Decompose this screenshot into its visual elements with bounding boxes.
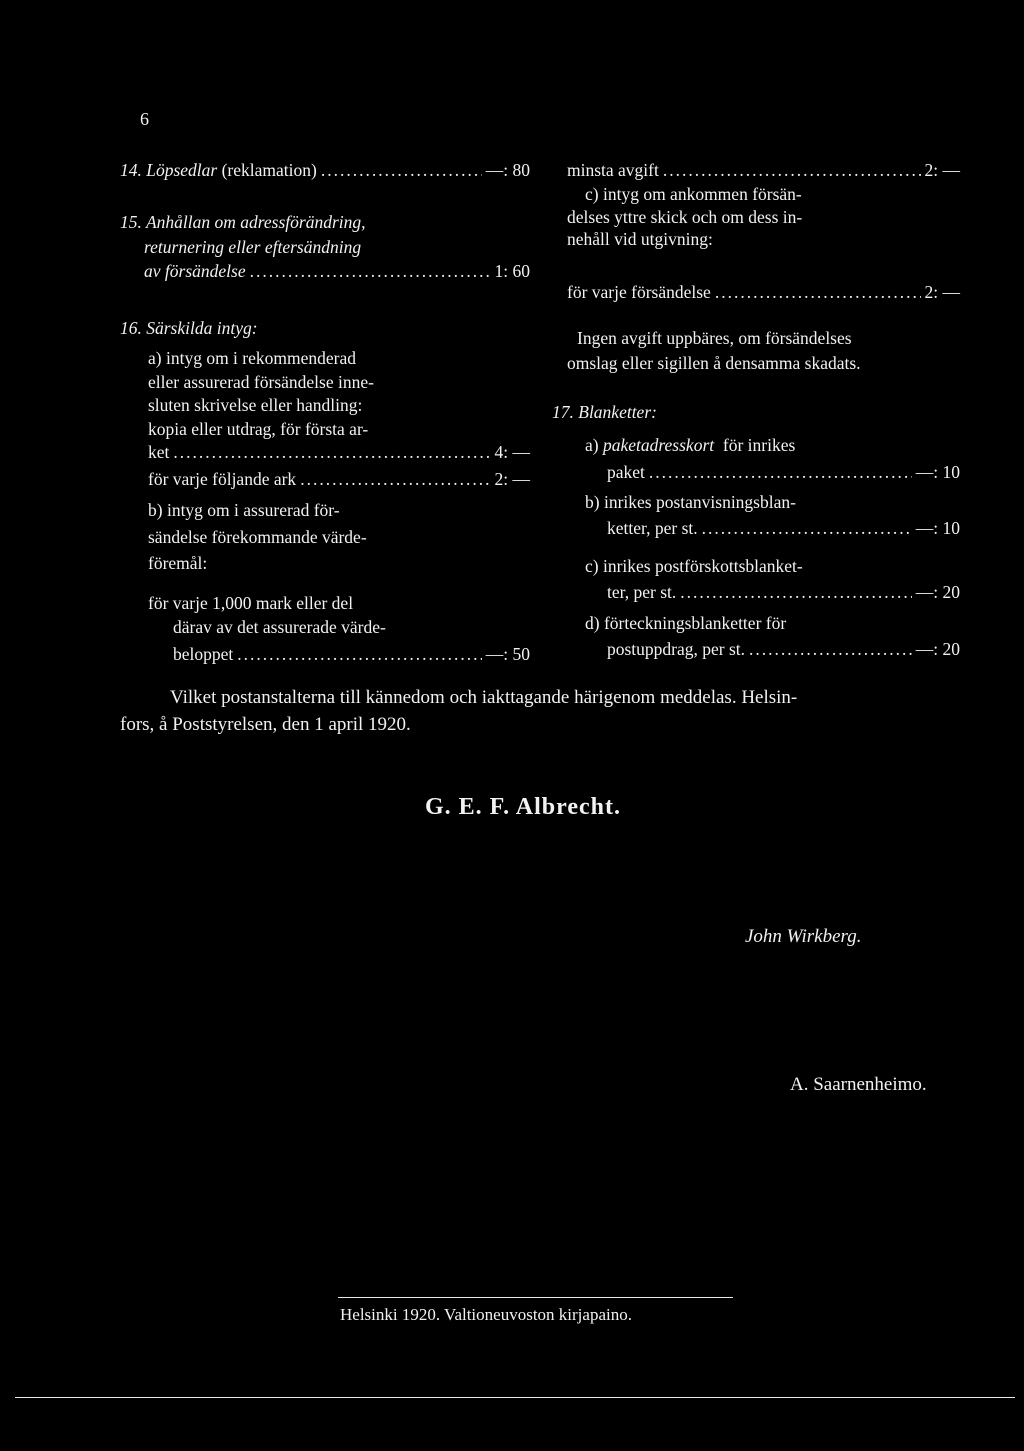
minsta-label: minsta avgift — [567, 160, 659, 180]
page-number: 6 — [140, 109, 149, 129]
item-15 — [120, 214, 530, 281]
closing-line: Vilket postanstalterna till kännedom och iakttagande härigenom meddelas. Helsin- — [170, 687, 798, 708]
item-16c-each-value: 2: — — [924, 282, 960, 302]
item-17a-value: —: 10 — [915, 461, 960, 482]
item-16b-line: b) intyg om i assurerad för- — [148, 500, 340, 520]
note-line: Ingen avgift uppbäres, om försändelses — [577, 328, 852, 348]
item-17-title: Blanketter: — [578, 402, 657, 422]
minsta-value: 2: — — [924, 160, 960, 180]
item-16-number: 16. — [120, 318, 142, 338]
item-17a-title: paketadresskort — [602, 435, 715, 455]
item-14-title: Löpsedlar — [146, 160, 218, 180]
item-17c-line2: ter, per st. — [607, 581, 677, 602]
note-line: omslag eller sigillen å densamma skadats. — [567, 352, 861, 373]
item-16a-line: eller assurerad försändelse inne- — [148, 371, 374, 392]
item-17c — [585, 558, 960, 601]
item-17a-post: för inrikes — [722, 435, 796, 455]
item-16b-beloppet: beloppet — [173, 643, 234, 664]
minsta-avgift — [567, 162, 960, 180]
item-14-rest: (reklamation) — [221, 160, 317, 180]
item-17c-value: —: 20 — [915, 581, 960, 602]
item-17 — [552, 404, 657, 422]
item-17b-line1: b) inrikes postanvisningsblan- — [585, 492, 796, 512]
signature-main: G. E. F. Albrecht. — [425, 794, 622, 820]
item-16a-line: a) intyg om i rekommenderad — [148, 348, 356, 368]
closing-line: fors, å Poststyrelsen, den 1 april 1920. — [120, 714, 411, 735]
item-17d — [585, 615, 960, 658]
signature-saarnenheimo: A. Saarnenheimo. — [790, 1074, 927, 1095]
item-16b-line: sändelse förekommande värde- — [148, 526, 367, 547]
item-16b-line: därav av det assurerade värde- — [173, 617, 386, 637]
leader-dots — [715, 284, 921, 302]
item-16c-line: c) intyg om ankommen försän- — [585, 184, 802, 204]
note — [567, 330, 967, 372]
item-17a-pre: a) — [585, 435, 599, 455]
item-17-number: 17. — [552, 402, 574, 422]
item-15-number: 15. — [120, 212, 142, 232]
item-16a-following-value: 2: — — [494, 468, 530, 489]
imprint: Helsinki 1920. Valtioneuvoston kirjapaino. — [340, 1305, 632, 1324]
item-16a — [148, 350, 530, 488]
item-15-value: 1: 60 — [494, 261, 530, 281]
item-16c-line: nehåll vid utgivning: — [567, 229, 713, 249]
item-14 — [120, 162, 530, 180]
imprint-rule-top — [338, 1297, 733, 1298]
imprint-rule-bottom — [15, 1397, 1015, 1398]
leader-dots — [702, 520, 912, 538]
leader-dots — [321, 162, 482, 180]
leader-dots — [173, 444, 490, 462]
leader-dots — [300, 471, 490, 489]
item-16a-ket-value: 4: — — [494, 442, 530, 462]
closing-text — [120, 688, 960, 734]
item-17b — [585, 494, 960, 537]
item-16a-following: för varje följande ark — [148, 468, 297, 489]
item-17a-paket: paket — [607, 461, 645, 482]
item-17d-line2: postuppdrag, per st. — [607, 638, 746, 659]
item-16b-value: —: 50 — [485, 643, 530, 664]
signature-wirkberg: John Wirkberg. — [745, 926, 862, 947]
item-17c-line1: c) inrikes postförskottsblanket- — [585, 556, 803, 576]
item-16a-ket: ket — [148, 442, 170, 462]
item-15-line3: av försändelse — [144, 261, 246, 281]
item-16b-line: föremål: — [148, 553, 208, 573]
leader-dots — [663, 162, 921, 180]
item-15-line1: Anhållan om adressförändring, — [145, 212, 366, 232]
item-14-number: 14. — [120, 160, 142, 180]
leader-dots — [237, 646, 481, 664]
item-16c-line: delses yttre skick och om dess in- — [567, 206, 803, 227]
item-17a — [585, 437, 960, 481]
item-16b — [148, 502, 530, 663]
item-16a-line: sluten skrivelse eller handling: — [148, 395, 363, 415]
item-17d-line1: d) förteckningsblanketter för — [585, 613, 787, 633]
item-14-value: —: 80 — [485, 160, 530, 180]
item-17d-value: —: 20 — [915, 638, 960, 659]
item-17b-line2: ketter, per st. — [607, 517, 698, 538]
leader-dots — [649, 464, 912, 482]
item-16a-line: kopia eller utdrag, för första ar- — [148, 418, 369, 439]
item-16-title: Särskilda intyg: — [146, 318, 258, 338]
item-15-line2: returnering eller eftersändning — [144, 236, 362, 257]
leader-dots — [250, 263, 491, 281]
leader-dots — [680, 584, 911, 602]
leader-dots — [749, 641, 912, 659]
item-16b-line: för varje 1,000 mark eller del — [148, 592, 354, 613]
item-16c — [567, 184, 960, 249]
item-16 — [120, 320, 530, 338]
item-16c-each — [567, 284, 960, 302]
item-16c-each-label: för varje försändelse — [567, 282, 711, 302]
item-17b-value: —: 10 — [915, 517, 960, 538]
